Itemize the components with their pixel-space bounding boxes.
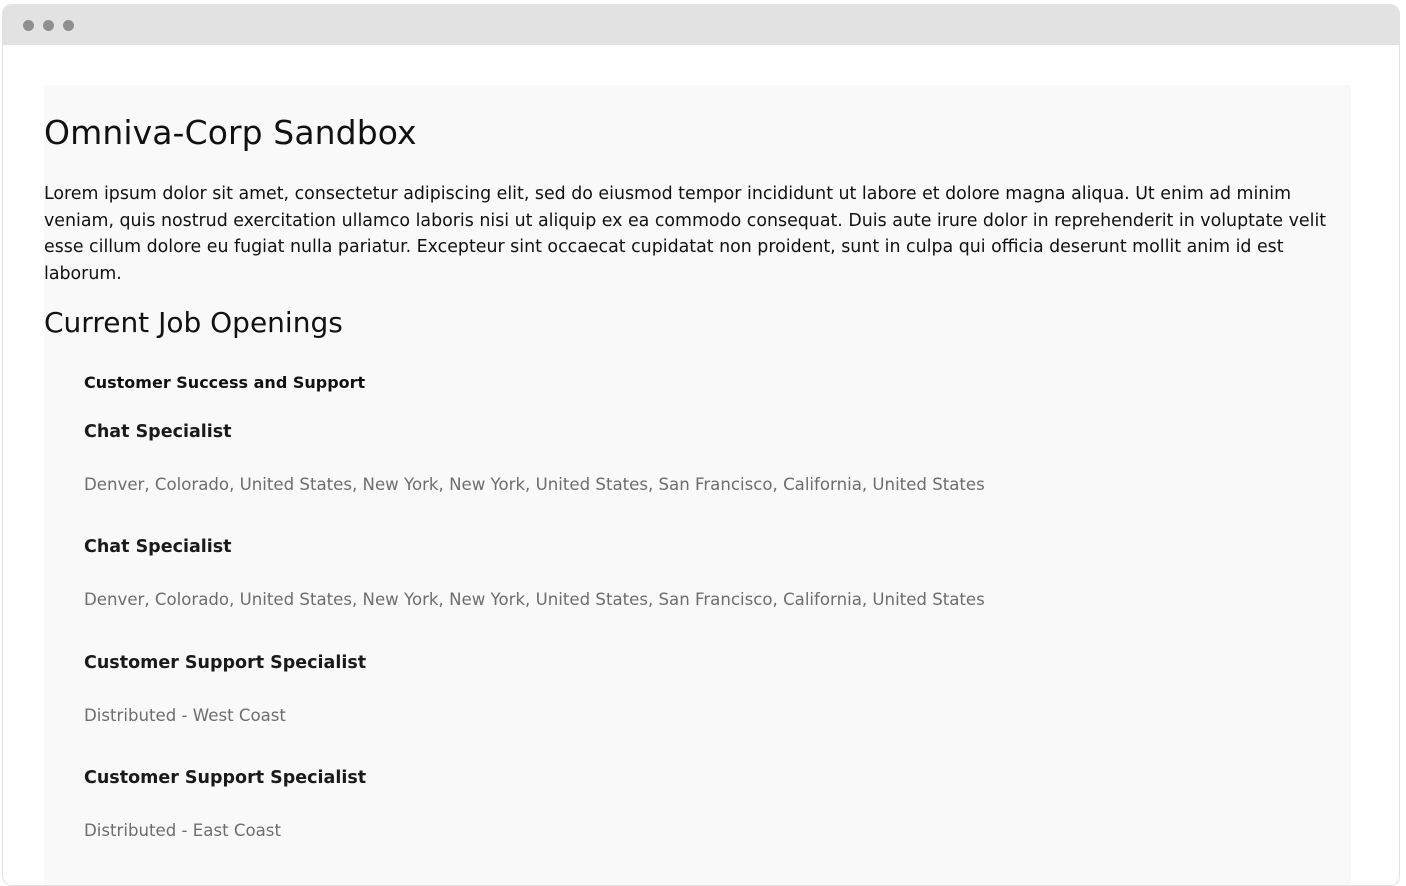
job-location: Denver, Colorado, United States, New York, New York, United States, San Francisco, California, United States — [84, 590, 985, 609]
intro-text: Lorem ipsum dolor sit amet, consectetur adipiscing elit, sed do eiusmod tempor incididunt ut labore et dolore magna aliqua. Ut enim ad minim veniam, quis nostrud exercitation ullamco laboris nisi ut aliquip ex ea commodo consequat. Duis aute irure dolor in reprehenderit in voluptate velit esse cillum dolore eu fugiat nulla pariatur. Excepteur sint occaecat cupidatat non proident, sunt in culpa qui officia deserunt mollit anim id est laborum. — [44, 184, 1327, 284]
job-title-link[interactable]: Chat Specialist — [84, 422, 232, 442]
job-title-link[interactable]: Chat Specialist — [84, 537, 232, 557]
job-listing — [84, 768, 1284, 840]
job-title-link[interactable]: Customer Support Specialist — [84, 768, 367, 788]
window-dot-icon[interactable] — [43, 20, 54, 31]
job-listing — [84, 537, 1284, 609]
window-titlebar — [3, 5, 1399, 45]
job-location: Denver, Colorado, United States, New York, New York, United States, San Francisco, California, United States — [84, 475, 985, 494]
page-content — [44, 85, 1351, 886]
job-listing — [84, 422, 1284, 494]
job-location: Distributed - West Coast — [84, 706, 286, 725]
job-location: Distributed - East Coast — [84, 821, 281, 840]
page-title: Omniva-Corp Sandbox — [44, 113, 417, 152]
job-listing — [84, 653, 1284, 725]
browser-window — [2, 4, 1400, 886]
department-title: Customer Success and Support — [84, 373, 366, 392]
window-dot-icon[interactable] — [23, 20, 34, 31]
section-title: Current Job Openings — [44, 306, 343, 339]
window-dot-icon[interactable] — [63, 20, 74, 31]
job-title-link[interactable]: Customer Support Specialist — [84, 653, 367, 673]
